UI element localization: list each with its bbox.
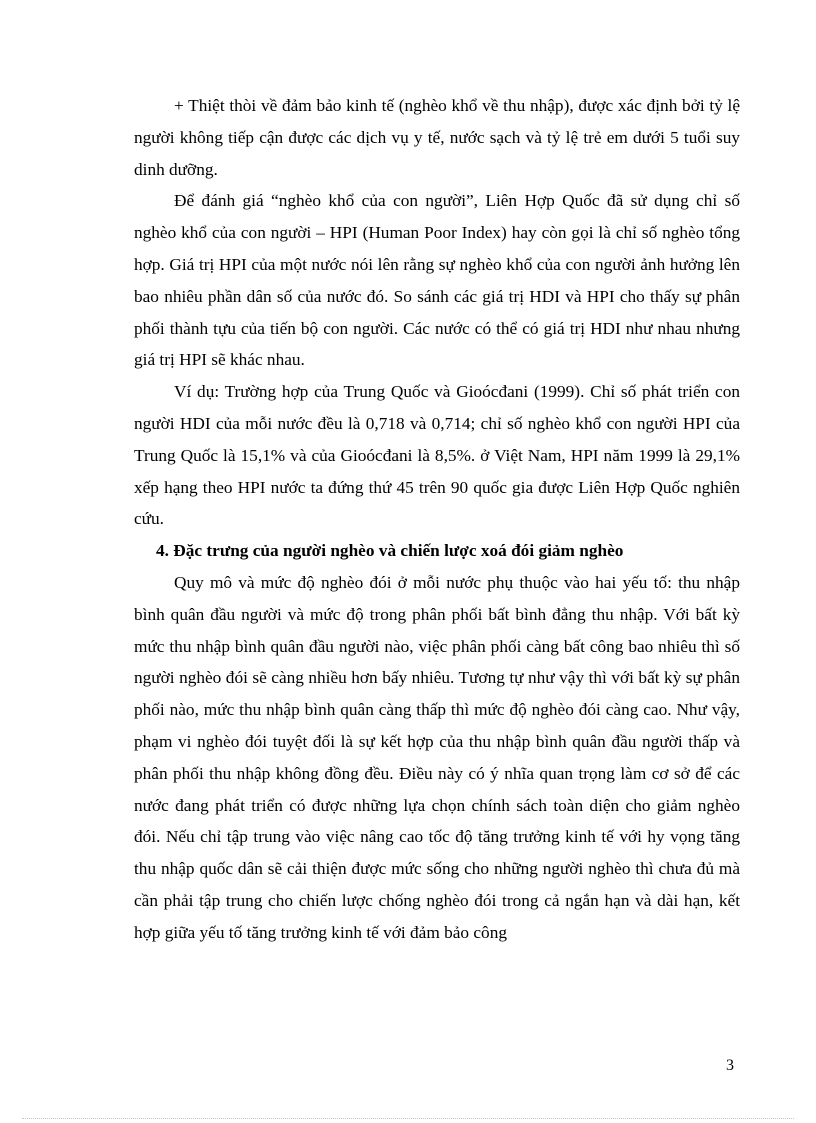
paragraph-economic-disadvantage: + Thiệt thòi về đảm bảo kinh tế (nghèo khổ về thu nhập), được xác định bởi tỷ lệ người không tiếp cận được các dịch vụ y tế, nước sạch và tỷ lệ trẻ em dưới 5 tuổi suy dinh dưỡng.: [134, 96, 740, 179]
page-number: 3: [726, 1057, 734, 1074]
page-bottom-divider: [22, 1118, 794, 1119]
paragraph-hpi-definition: Để đánh giá “nghèo khổ của con người”, Liên Hợp Quốc đã sử dụng chỉ số nghèo khổ của con người – HPI (Human Poor Index) hay còn gọi là chỉ số nghèo tổng hợp. Giá trị HPI của một nước nói lên rằng sự nghèo khổ của con người ảnh hưởng lên bao nhiêu phần dân số của nước đó. So sánh các giá trị HDI và HPI cho thấy sự phân phối thành tựu của tiến bộ con người. Các nước có thể có giá trị HDI như nhau nhưng giá trị HPI sẽ khác nhau.: [134, 191, 740, 370]
page-body: [134, 90, 740, 949]
section-heading: 4. Đặc trưng của người nghèo và chiến lược xoá đói giảm nghèo: [156, 541, 624, 561]
paragraph-example: Ví dụ: Trường hợp của Trung Quốc và Gioócđani (1999). Chỉ số phát triển con người HDI của mỗi nước đều là 0,718 và 0,714; chỉ số nghèo khổ con người HPI của Trung Quốc là 15,1% và của Gioócđani là 8,5%. ở Việt Nam, HPI năm 1999 là 29,1% xếp hạng theo HPI nước ta đứng thứ 45 trên 90 quốc gia được Liên Hợp Quốc nghiên cứu.: [134, 382, 740, 529]
paragraph-poverty-scale: Quy mô và mức độ nghèo đói ở mỗi nước phụ thuộc vào hai yếu tố: thu nhập bình quân đầu người và mức độ trong phân phối bất bình đẳng thu nhập. Với bất kỳ mức thu nhập bình quân đầu người nào, việc phân phối càng bất công bao nhiêu thì số người nghèo đói sẽ càng nhiều hơn bấy nhiêu. Tương tự như vậy thì với bất kỳ sự phân phối nào, mức thu nhập bình quân càng thấp thì mức độ nghèo đói càng cao. Như vậy, phạm vi nghèo đói tuyệt đối là sự kết hợp của thu nhập bình quân đầu người thấp và phân phối thu nhập không đồng đều. Điều này có ý nhĩa quan trọng làm cơ sở để các nước đang phát triển có được những lựa chọn chính sách toàn diện cho giảm nghèo đói. Nếu chỉ tập trung vào việc nâng cao tốc độ tăng trưởng kinh tế với hy vọng tăng thu nhập quốc dân sẽ cải thiện được mức sống cho những người nghèo thì chưa đủ mà cần phải tập trung cho chiến lược chống nghèo đói trong cả ngắn hạn và dài hạn, kết hợp giữa yếu tố tăng trưởng kinh tế với đảm bảo công: [134, 572, 740, 942]
